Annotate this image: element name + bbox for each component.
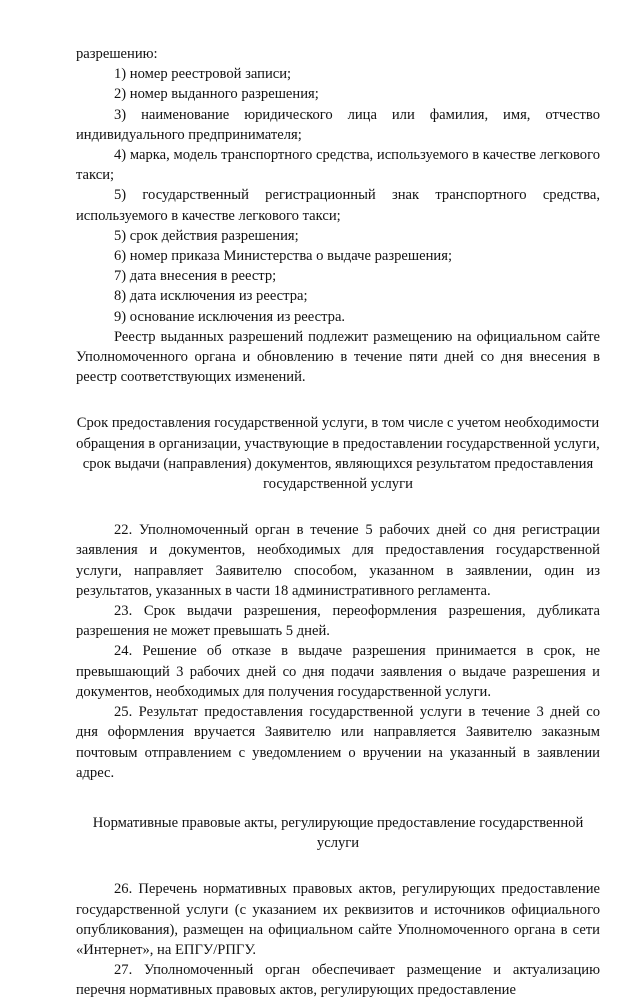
list-item: 4) марка, модель транспортного средства, используемого в качестве легкового такси; [76,147,600,184]
paragraph: 27. Уполномоченный орган обеспечивает размещение и актуализацию перечня нормативных правовых актов, регулирующих предоставление [76,962,600,999]
list-item: 8) дата исключения из реестра; [114,288,308,305]
document-page [76,44,600,1001]
section-heading: Нормативные правовые акты, регулирующие предоставление государственной услуги [92,814,584,852]
paragraph: 22. Уполномоченный орган в течение 5 рабочих дней со дня регистрации заявления и документов, необходимых для предоставления государственной услуги, направляет Заявителю способом, указанном в заявлении, один из результатов, указанных в части 18 административного регламента. [76,522,600,599]
paragraph: 24. Решение об отказе в выдаче разрешения принимается в срок, не превышающий 3 рабочих дней со дня подачи заявления о выдаче разрешения и документов, необходимых для получения государственной услуги. [76,643,600,700]
paragraph: разрешению: [76,46,158,62]
list-item: 5) срок действия разрешения; [114,227,299,244]
list-item: 7) дата внесения в реестр; [114,268,277,285]
list-item: 2) номер выданного разрешения; [114,86,319,103]
list-item: 5) государственный регистрационный знак транспортного средства, используемого в качестве легкового такси; [76,187,600,224]
paragraph: 25. Результат предоставления государственной услуги в течение 3 дней со дня оформления вручается Заявителю или направляется Заявителю заказным почтовым отправлением с уведомлением о вручении на указанный в заявлении адрес. [76,704,600,781]
paragraph: 23. Срок выдачи разрешения, переоформления разрешения, дубликата разрешения не может превышать 5 дней. [76,603,600,640]
list-item: 3) наименование юридического лица или фамилия, имя, отчество индивидуального предпринимателя; [76,106,600,143]
paragraph: 26. Перечень нормативных правовых актов, регулирующих предоставление государственной услуги (с указанием их реквизитов и источников официального опубликования), размещен на официальном сайте Уполномоченного органа в сети «Интернет», на ЕПГУ/РПГУ. [76,881,600,958]
list-item: 6) номер приказа Министерства о выдаче разрешения; [114,248,453,265]
section-heading: Срок предоставления государственной услуги, в том числе с учетом необходимости обращения в организации, участвующие в предоставлении государственной услуги, срок выдачи (направления) документов, являющихся результатом предоставления государственной услуги [76,415,600,493]
list-item: 9) основание исключения из реестра. [114,308,346,325]
paragraph: Реестр выданных разрешений подлежит размещению на официальном сайте Уполномоченного органа и обновлению в течение пяти дней со дня внесения в реестр соответствующих изменений. [76,328,600,386]
list-item: 1) номер реестровой записи; [114,66,292,83]
